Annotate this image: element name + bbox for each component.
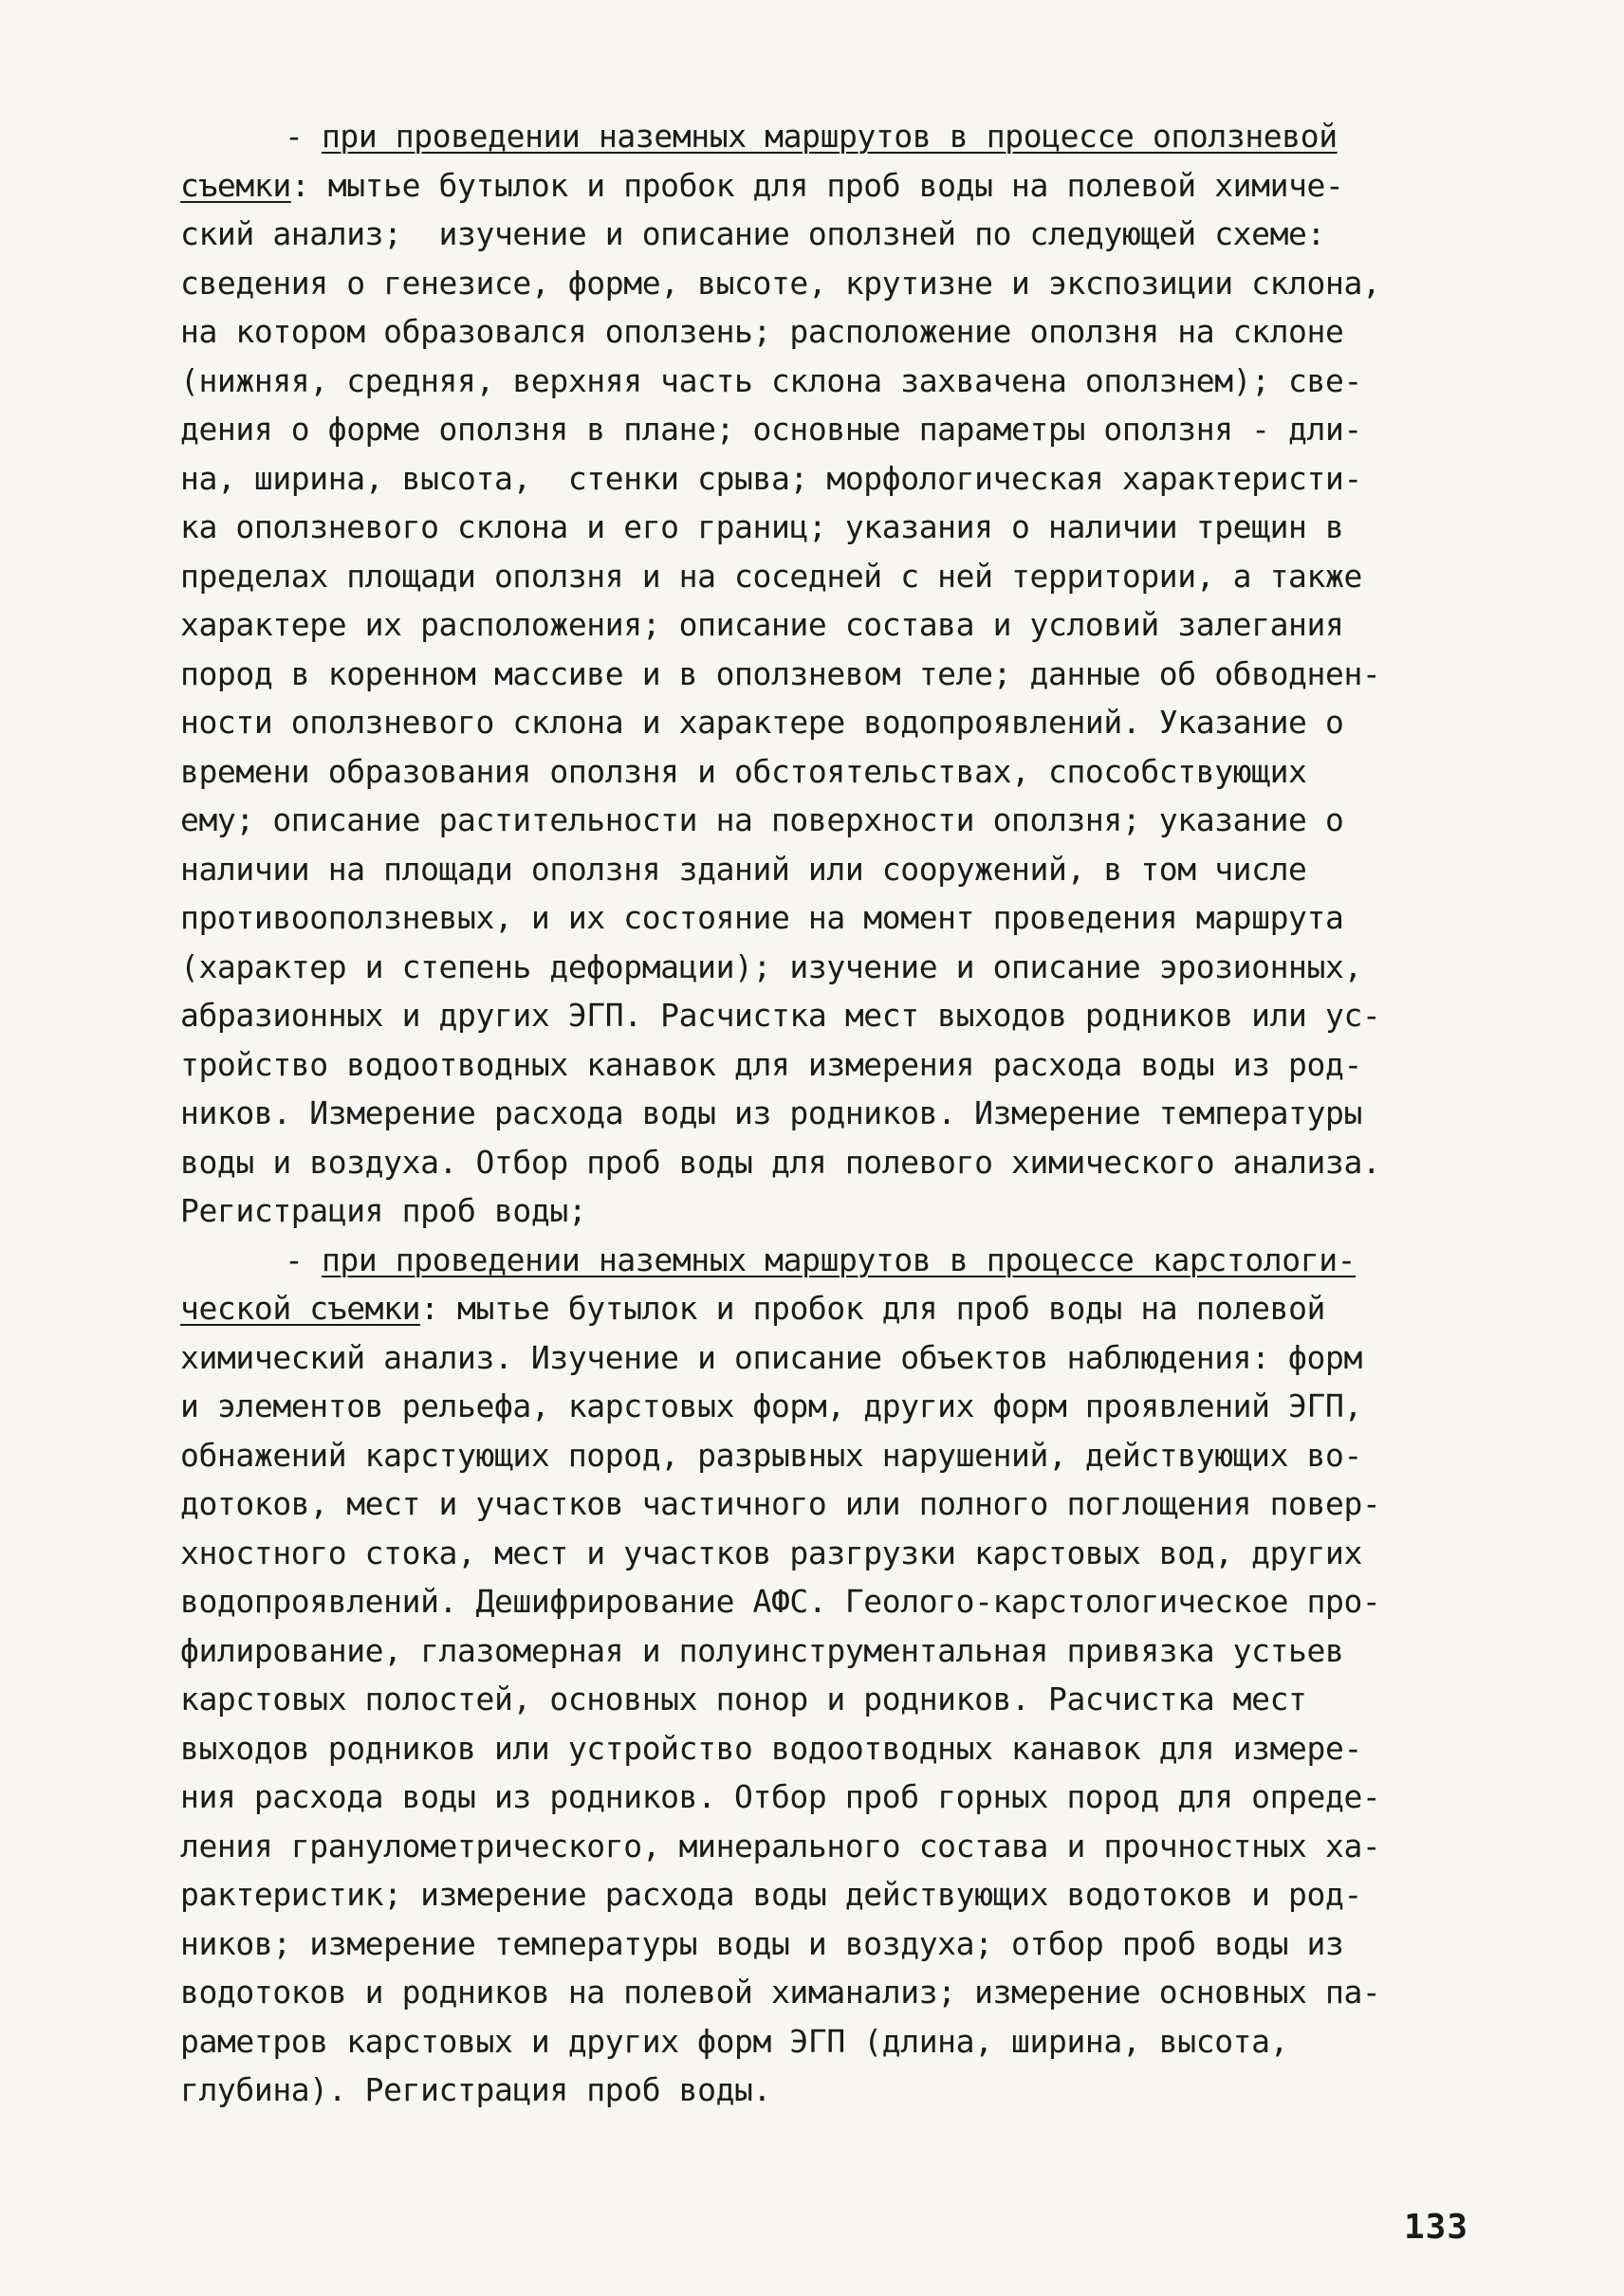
paragraph-1-line-2 (180, 161, 1499, 211)
paragraph-2-heading-cont: ческой съемки (180, 1290, 421, 1327)
text-line: обнажений карстующих пород, разрывных нарушений, действующих во- (180, 1436, 1362, 1474)
text-line: водотоков и родников на полевой химанализ; измерение основных па- (180, 1974, 1381, 2011)
paragraph-1-heading: при проведении наземных маршрутов в процессе оползневой (321, 118, 1338, 155)
text-line: пород в коренном массиве и в оползневом теле; данные об обводнен- (180, 654, 1381, 692)
paragraph-1-heading-cont: съемки (180, 166, 291, 204)
text-line: пределах площади оползня и на соседней с ней территории, а также (180, 557, 1362, 595)
text-line: времени образования оползня и обстоятельствах, способствующих (180, 752, 1307, 790)
paragraph-2-heading: при проведении наземных маршрутов в процессе карстологи- (321, 1240, 1356, 1278)
paragraph-1-body (180, 210, 1499, 1236)
text-line: ников. Измерение расхода воды из родников. Измерение температуры (180, 1094, 1362, 1131)
text-line: на котором образовался оползень; расположение оползня на склоне (180, 313, 1344, 350)
text-line: выходов родников или устройство водоотводных канавок для измере- (180, 1729, 1362, 1767)
text-line: ников; измерение температуры воды и воздуха; отбор проб воды из (180, 1924, 1344, 1962)
text-line: ему; описание растительности на поверхности оползня; указание о (180, 801, 1344, 838)
text-line: дения о форме оползня в плане; основные параметры оползня - дли- (180, 411, 1362, 448)
text-line: водопроявлений. Дешифрирование АФС. Геолого-карстологическое про- (180, 1583, 1381, 1620)
text-line: раметров карстовых и других форм ЭГП (длина, ширина, высота, (180, 2022, 1289, 2060)
text-line: дотоков, мест и участков частичного или полного поглощения повер- (180, 1485, 1381, 1522)
paragraph-2-body (180, 1333, 1499, 2115)
text-line: тройство водоотводных канавок для измерения расхода воды из род- (180, 1045, 1362, 1083)
page-text (180, 112, 1499, 2115)
text-line: карстовых полостей, основных понор и родников. Расчистка мест (180, 1681, 1307, 1717)
dash: - (285, 118, 322, 155)
text-line: рактеристик; измерение расхода воды действующих водотоков и род- (180, 1876, 1362, 1913)
text-line: ности оползневого склона и характере водопроявлений. Указание о (180, 704, 1344, 741)
text-line: абразионных и других ЭГП. Расчистка мест выходов родников или ус- (180, 997, 1381, 1034)
text-line: противооползневых, и их состояние на момент проведения маршрута (180, 899, 1344, 936)
text-line: филирование, глазомерная и полуинструментальная привязка устьев (180, 1631, 1344, 1669)
text-line: сведения о генезисе, форме, высоте, крутизне и экспозиции склона, (180, 264, 1381, 302)
text-line: (нижняя, средняя, верхняя часть склона захвачена оползнем); све- (180, 361, 1362, 399)
paragraph-2-line-2 (180, 1284, 1499, 1333)
text-line: (характер и степень деформации); изучение и описание эрозионных, (180, 947, 1362, 985)
text-line: наличии на площади оползня зданий или сооружений, в том числе (180, 850, 1307, 888)
paragraph-2-heading-line (180, 1236, 1499, 1285)
text-line: ский анализ; изучение и описание оползней по следующей схеме: (180, 215, 1325, 252)
text-line: и элементов рельефа, карстовых форм, других форм проявлений ЭГП, (180, 1387, 1362, 1424)
paragraph-1-heading-line (180, 112, 1499, 161)
text-line: на, ширина, высота, стенки срыва; морфологическая характеристи- (180, 459, 1362, 497)
text-line: хностного стока, мест и участков разгрузки карстовых вод, других (180, 1534, 1362, 1571)
text-line: глубина). Регистрация проб воды. (180, 2071, 771, 2108)
page-number: 133 (1404, 2208, 1469, 2247)
dash: - (285, 1240, 322, 1278)
text-line: характере их расположения; описание состава и условий залегания (180, 606, 1344, 643)
text-line: ния расхода воды из родников. Отбор проб горных пород для опреде- (180, 1778, 1381, 1815)
text-line: : мытье бутылок и пробок для проб воды на полевой химиче- (290, 166, 1344, 204)
text-line: ка оползневого склона и его границ; указания о наличии трещин в (180, 508, 1344, 545)
text-line: ления гранулометрического, минерального состава и прочностных ха- (180, 1827, 1381, 1864)
text-line: : мытье бутылок и пробок для проб воды на полевой (420, 1290, 1326, 1327)
text-line: химический анализ. Изучение и описание объектов наблюдения: форм (180, 1338, 1362, 1376)
text-line: воды и воздуха. Отбор проб воды для полевого химического анализа. (180, 1143, 1381, 1181)
text-line: Регистрация проб воды; (180, 1192, 587, 1229)
